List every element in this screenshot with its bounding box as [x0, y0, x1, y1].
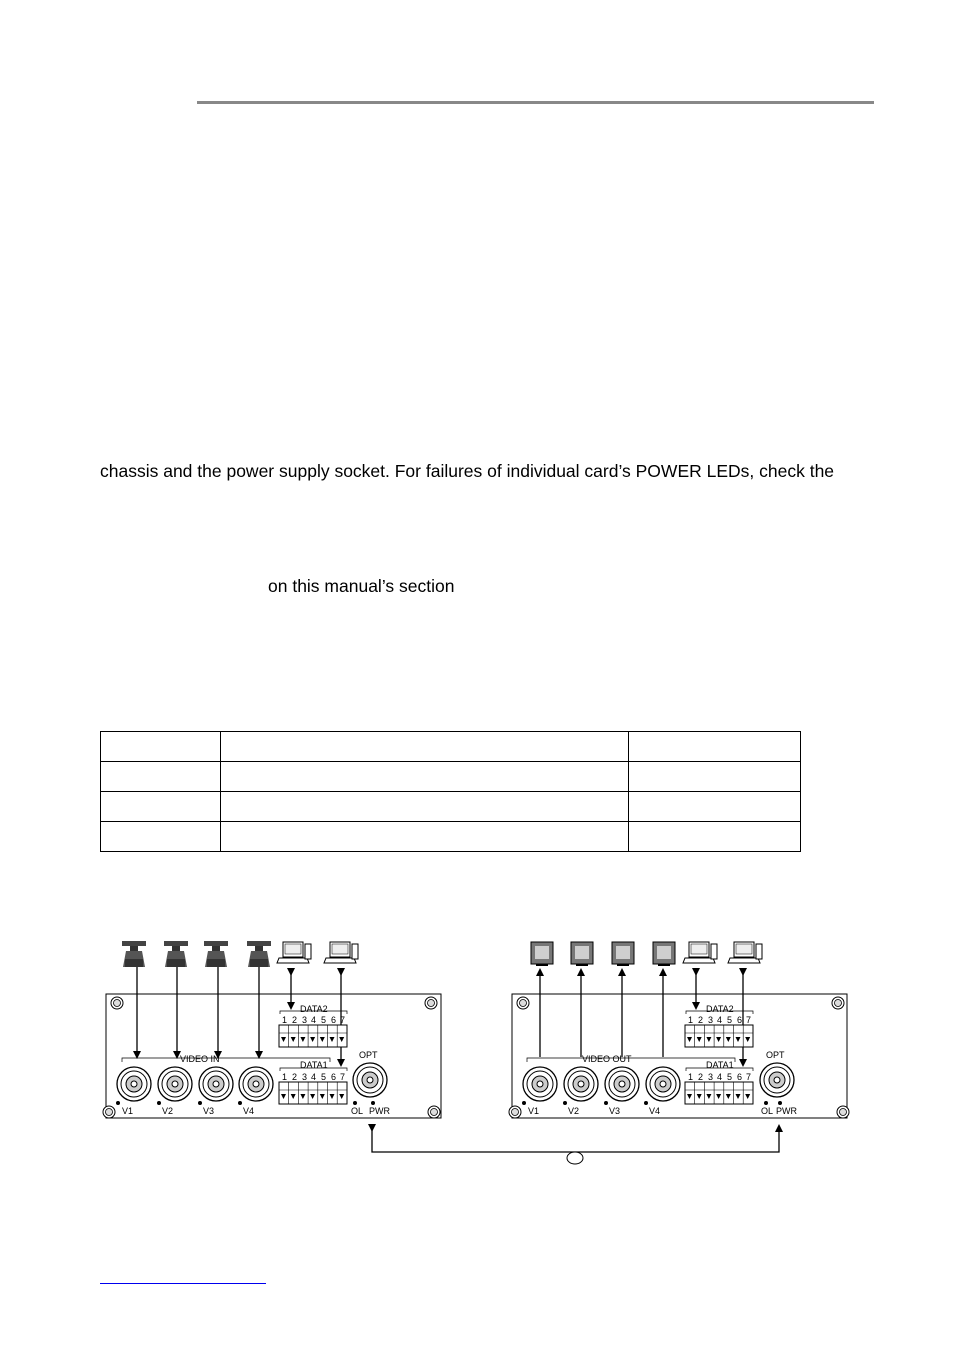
pin-number: 1	[282, 1015, 288, 1025]
pwr-label: PWR	[369, 1106, 390, 1116]
port-label: V4	[649, 1106, 661, 1116]
body-text-line-1: chassis and the power supply socket. For failures of individual card’s POWER LEDs, check the	[100, 461, 835, 481]
camera-icon	[204, 941, 228, 967]
bnc-connector	[158, 1067, 192, 1101]
body-text-line-2: on this manual’s section	[268, 576, 455, 596]
port-label: V1	[122, 1106, 134, 1116]
bnc-connector	[564, 1067, 598, 1101]
pin-number: 4	[717, 1072, 723, 1082]
table-cell	[220, 732, 628, 762]
monitor-icon	[653, 942, 675, 966]
pin-number: 2	[698, 1072, 704, 1082]
table-cell	[220, 762, 628, 792]
data1-label: DATA1	[706, 1060, 734, 1070]
table-cell	[629, 792, 801, 822]
pin-number: 1	[688, 1015, 694, 1025]
pin-numbers	[282, 1015, 345, 1025]
port-label: V3	[609, 1106, 621, 1116]
table-cell	[220, 792, 628, 822]
table-cell	[101, 732, 221, 762]
port-label: V1	[528, 1106, 540, 1116]
computer-icon	[728, 942, 762, 963]
opt-label: OPT	[766, 1050, 785, 1060]
camera-icon	[122, 941, 146, 967]
spec-table	[100, 731, 801, 852]
video-in-label: VIDEO IN	[180, 1054, 220, 1064]
pin-number: 2	[292, 1015, 298, 1025]
bnc-connector	[117, 1067, 151, 1101]
table-cell	[101, 822, 221, 852]
table-cell	[220, 822, 628, 852]
pin-number: 2	[698, 1015, 704, 1025]
table-row	[101, 822, 801, 852]
monitor-icon	[531, 942, 553, 966]
pin-number: 7	[340, 1072, 346, 1082]
opt-connector	[353, 1063, 387, 1097]
data2-label: DATA2	[706, 1004, 734, 1014]
table-cell	[629, 822, 801, 852]
pin-numbers	[282, 1072, 345, 1082]
monitor-icon	[571, 942, 593, 966]
camera-icon	[247, 941, 271, 967]
table-row	[101, 762, 801, 792]
pin-numbers	[688, 1015, 751, 1025]
pin-number: 5	[727, 1015, 733, 1025]
computer-icon	[324, 942, 358, 963]
table-row	[101, 732, 801, 762]
computer-icon	[683, 942, 717, 963]
port-label: V2	[162, 1106, 174, 1116]
computer-icon	[277, 942, 311, 963]
data2-terminal	[685, 1025, 753, 1047]
pin-number: 1	[282, 1072, 288, 1082]
fiber-marker	[567, 1152, 583, 1164]
opt-connector	[760, 1063, 794, 1097]
port-label: V2	[568, 1106, 580, 1116]
pin-number: 7	[746, 1015, 752, 1025]
right-unit	[509, 942, 849, 1118]
data1-label: DATA1	[300, 1060, 328, 1070]
data2-label: DATA2	[300, 1004, 328, 1014]
data1-terminal	[279, 1082, 347, 1104]
pin-number: 4	[311, 1015, 317, 1025]
connection-diagram	[0, 920, 954, 1180]
port-label: V4	[243, 1106, 255, 1116]
pin-number: 6	[331, 1015, 337, 1025]
camera-icon	[164, 941, 188, 967]
monitor-icon	[612, 942, 634, 966]
pin-number: 3	[708, 1015, 714, 1025]
ol-label: OL	[761, 1106, 774, 1116]
pin-number: 2	[292, 1072, 298, 1082]
bnc-connector	[523, 1067, 557, 1101]
bnc-connector	[239, 1067, 273, 1101]
ol-label: OL	[351, 1106, 364, 1116]
opt-label: OPT	[359, 1050, 378, 1060]
pin-number: 5	[321, 1015, 327, 1025]
table-row	[101, 792, 801, 822]
bnc-connector	[605, 1067, 639, 1101]
pin-number: 6	[737, 1072, 743, 1082]
table-cell	[629, 762, 801, 792]
video-out-label: VIDEO OUT	[582, 1054, 632, 1064]
pwr-label: PWR	[776, 1106, 797, 1116]
pin-number: 3	[708, 1072, 714, 1082]
table-cell	[101, 762, 221, 792]
pin-number: 6	[331, 1072, 337, 1082]
data1-terminal	[685, 1082, 753, 1104]
pin-number: 5	[321, 1072, 327, 1082]
pin-number: 5	[727, 1072, 733, 1082]
fiber-link	[372, 1128, 779, 1152]
table-cell	[101, 792, 221, 822]
pin-number: 3	[302, 1015, 308, 1025]
pin-number: 3	[302, 1072, 308, 1082]
port-label: V3	[203, 1106, 215, 1116]
pin-number: 1	[688, 1072, 694, 1082]
bnc-connector	[646, 1067, 680, 1101]
pin-numbers	[688, 1072, 751, 1082]
data2-terminal	[279, 1025, 347, 1047]
pin-number: 7	[746, 1072, 752, 1082]
table-cell	[629, 732, 801, 762]
pin-number: 4	[311, 1072, 317, 1082]
bnc-connector	[199, 1067, 233, 1101]
footer-link[interactable]	[100, 1283, 266, 1284]
pin-number: 4	[717, 1015, 723, 1025]
pin-number: 7	[340, 1015, 346, 1025]
header-rule	[197, 101, 874, 104]
left-unit	[103, 941, 441, 1118]
pin-number: 6	[737, 1015, 743, 1025]
